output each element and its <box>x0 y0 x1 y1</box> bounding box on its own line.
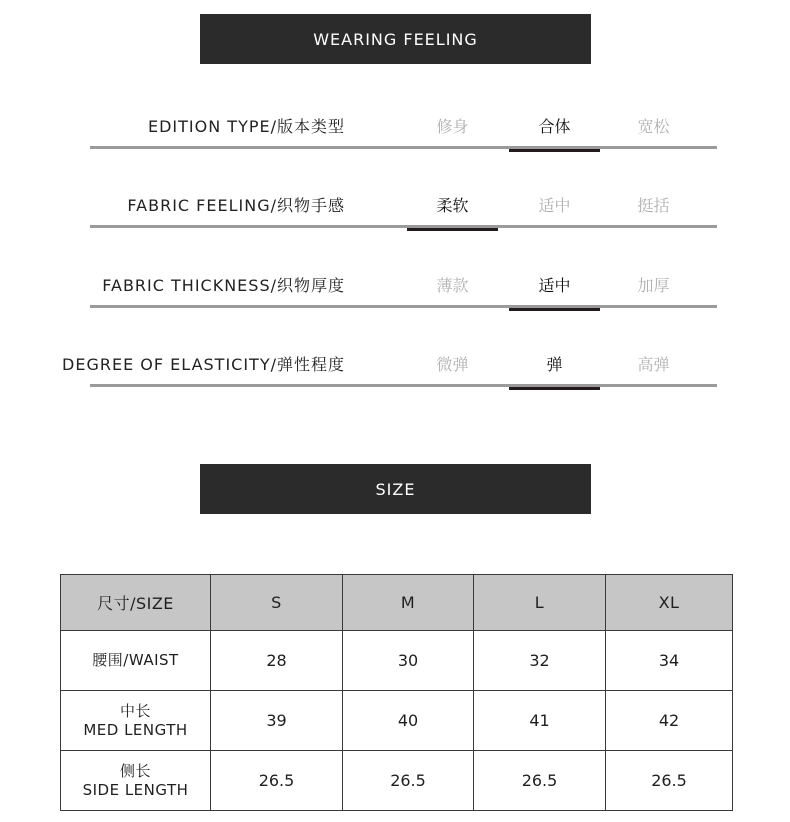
feeling-option: 弹 <box>509 352 600 375</box>
feeling-option: 宽松 <box>637 117 670 136</box>
table-row <box>61 631 733 691</box>
size-banner <box>200 464 591 514</box>
feeling-row-label: EDITION TYPE/版本类型 <box>148 117 345 136</box>
table-cell: 28 <box>211 631 343 691</box>
feeling-row-label: FABRIC FEELING/织物手感 <box>127 196 345 215</box>
feeling-option: 适中 <box>538 196 571 215</box>
feeling-row-label: DEGREE OF ELASTICITY/弹性程度 <box>62 355 345 374</box>
table-row <box>61 751 733 811</box>
feeling-option: 适中 <box>509 273 600 296</box>
feeling-row-fabric-thickness <box>90 248 717 308</box>
size-title: SIZE <box>375 479 416 499</box>
table-cell: 26.5 <box>474 751 606 811</box>
table-cell: 30 <box>343 631 474 691</box>
size-header-xl: XL <box>606 575 733 631</box>
table-row <box>61 691 733 751</box>
feeling-option: 柔软 <box>407 193 498 216</box>
row-label-en: 腰围/WAIST <box>92 651 179 669</box>
feeling-option: 修身 <box>436 117 469 136</box>
feeling-row-elasticity <box>62 327 717 387</box>
feeling-option: 高弹 <box>637 355 670 374</box>
feeling-row-divider <box>90 146 717 149</box>
feeling-option: 挺括 <box>637 196 670 215</box>
row-label-en: MED LENGTH <box>83 720 188 739</box>
wearing-feeling-title: WEARING FEELING <box>313 29 478 49</box>
row-label-cn: 中长 <box>119 701 151 720</box>
wearing-feeling-banner <box>200 14 591 64</box>
table-cell: 32 <box>474 631 606 691</box>
table-cell: 26.5 <box>343 751 474 811</box>
table-cell: 34 <box>606 631 733 691</box>
size-header-m: M <box>343 575 474 631</box>
size-table-header-row <box>61 575 733 631</box>
table-cell: 39 <box>211 691 343 751</box>
row-label-en: SIDE LENGTH <box>82 780 189 799</box>
feeling-option: 合体 <box>509 114 600 137</box>
feeling-row-divider <box>90 384 717 387</box>
feeling-option: 微弹 <box>436 355 469 374</box>
row-label-waist <box>61 631 211 691</box>
feeling-row-divider <box>90 305 717 308</box>
size-table <box>60 574 733 811</box>
row-label-cn: 侧长 <box>119 761 151 780</box>
row-label-side-length <box>61 751 211 811</box>
feeling-row-label: FABRIC THICKNESS/织物厚度 <box>102 276 345 295</box>
feeling-option: 加厚 <box>637 276 670 295</box>
row-label-med-length <box>61 691 211 751</box>
size-header-l: L <box>474 575 606 631</box>
size-header-s: S <box>211 575 343 631</box>
feeling-row-divider <box>90 225 717 228</box>
table-cell: 26.5 <box>606 751 733 811</box>
table-cell: 40 <box>343 691 474 751</box>
feeling-option: 薄款 <box>436 276 469 295</box>
feeling-row-edition-type <box>90 89 717 149</box>
size-header-label: 尺寸/SIZE <box>61 575 211 631</box>
feeling-row-fabric-feeling <box>90 168 717 228</box>
table-cell: 26.5 <box>211 751 343 811</box>
table-cell: 41 <box>474 691 606 751</box>
table-cell: 42 <box>606 691 733 751</box>
